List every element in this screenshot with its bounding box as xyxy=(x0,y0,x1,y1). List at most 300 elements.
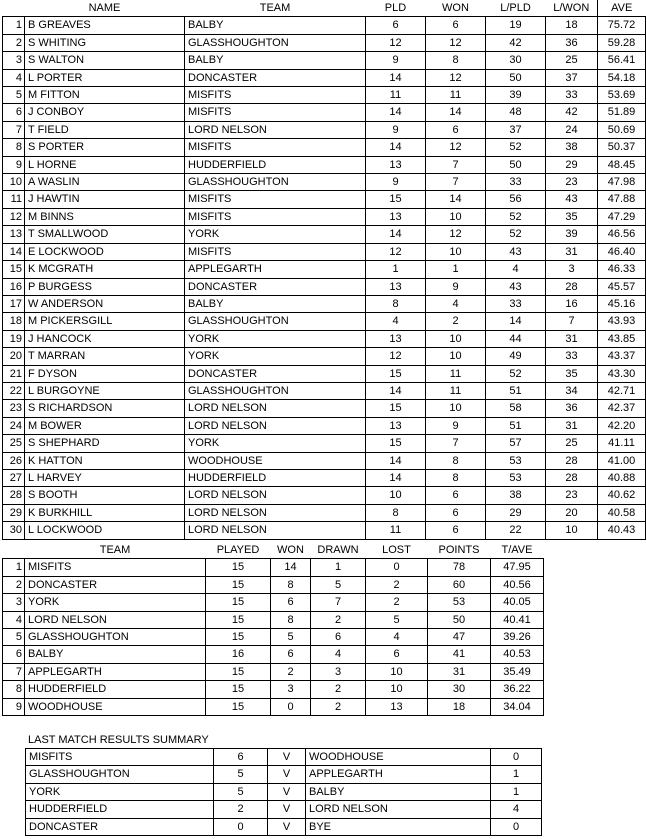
table-row xyxy=(3,156,646,173)
away-team-cell: APPLEGARTH xyxy=(306,766,491,783)
won-cell: 3 xyxy=(271,681,311,698)
team-name-cell: YORK xyxy=(25,594,206,611)
table-row xyxy=(3,417,646,434)
table-row xyxy=(3,469,646,486)
rank-cell: 7 xyxy=(3,121,25,138)
won-cell: 6 xyxy=(426,522,486,539)
played-cell: 15 xyxy=(206,611,271,628)
won-cell: 1 xyxy=(426,261,486,278)
team-name-cell: LORD NELSON xyxy=(185,522,366,539)
legs-won-cell: 39 xyxy=(546,226,598,243)
played-cell: 14 xyxy=(366,469,426,486)
points-cell: 30 xyxy=(428,681,491,698)
legs-won-cell: 3 xyxy=(546,261,598,278)
team-name-cell: DONCASTER xyxy=(185,365,366,382)
table-row xyxy=(3,87,646,104)
legs-won-cell: 36 xyxy=(546,34,598,51)
table-row xyxy=(3,681,544,698)
drawn-cell: 1 xyxy=(311,559,366,576)
played-cell: 13 xyxy=(366,330,426,347)
lost-cell: 0 xyxy=(366,559,428,576)
points-cell: 50 xyxy=(428,611,491,628)
rank-cell: 3 xyxy=(3,52,25,69)
points-cell: 41 xyxy=(428,646,491,663)
legs-played-cell: 29 xyxy=(486,504,546,521)
home-score-cell: 5 xyxy=(214,766,268,783)
played-cell: 10 xyxy=(366,487,426,504)
legs-played-cell: 43 xyxy=(486,243,546,260)
team-name-cell: HUDDERFIELD xyxy=(25,681,206,698)
table-row xyxy=(3,52,646,69)
home-score-cell: 6 xyxy=(214,749,268,766)
team-name-cell: YORK xyxy=(185,435,366,452)
played-cell: 8 xyxy=(366,504,426,521)
won-cell: 8 xyxy=(271,611,311,628)
table-row xyxy=(3,611,544,628)
rank-cell: 20 xyxy=(3,348,25,365)
table-row xyxy=(26,818,542,835)
legs-won-cell: 42 xyxy=(546,104,598,121)
legs-played-cell: 53 xyxy=(486,469,546,486)
rank-cell: 22 xyxy=(3,382,25,399)
played-cell: 15 xyxy=(206,698,271,715)
legs-won-cell: 23 xyxy=(546,174,598,191)
table-row xyxy=(26,801,542,818)
won-cell: 6 xyxy=(271,594,311,611)
away-score-cell: 0 xyxy=(491,818,542,835)
played-cell: 15 xyxy=(206,663,271,680)
won-cell: 6 xyxy=(426,17,486,34)
player-name-cell: S WHITING xyxy=(25,34,185,51)
away-team-cell: WOODHOUSE xyxy=(306,749,491,766)
won-cell: 4 xyxy=(426,295,486,312)
legs-won-cell: 28 xyxy=(546,469,598,486)
average-cell: 47.88 xyxy=(598,191,646,208)
team-name-cell: LORD NELSON xyxy=(185,417,366,434)
played-cell: 12 xyxy=(366,243,426,260)
away-team-cell: BYE xyxy=(306,818,491,835)
legs-won-cell: 31 xyxy=(546,243,598,260)
average-cell: 43.93 xyxy=(598,313,646,330)
won-cell: 11 xyxy=(426,382,486,399)
team-name-cell: YORK xyxy=(185,348,366,365)
won-cell: 6 xyxy=(426,487,486,504)
table-row xyxy=(3,69,646,86)
team-average-cell: 40.41 xyxy=(491,611,544,628)
drawn-cell: 5 xyxy=(311,576,366,593)
table-row xyxy=(26,783,542,800)
won-cell: 12 xyxy=(426,34,486,51)
played-cell: 4 xyxy=(366,313,426,330)
lost-cell: 4 xyxy=(366,629,428,646)
team-average-cell: 35.49 xyxy=(491,663,544,680)
column-header: PLAYED xyxy=(216,544,260,556)
team-name-cell: LORD NELSON xyxy=(185,121,366,138)
lost-cell: 5 xyxy=(366,611,428,628)
table-row xyxy=(3,435,646,452)
legs-played-cell: 53 xyxy=(486,452,546,469)
team-name-cell: BALBY xyxy=(185,295,366,312)
team-average-cell: 36.22 xyxy=(491,681,544,698)
legs-played-cell: 33 xyxy=(486,295,546,312)
rank-cell: 11 xyxy=(3,191,25,208)
player-name-cell: L PORTER xyxy=(25,69,185,86)
team-name-cell: YORK xyxy=(185,226,366,243)
player-name-cell: K HATTON xyxy=(25,452,185,469)
legs-won-cell: 20 xyxy=(546,504,598,521)
average-cell: 43.37 xyxy=(598,348,646,365)
won-cell: 5 xyxy=(271,629,311,646)
team-table-header-row xyxy=(3,542,544,559)
results-summary-title: LAST MATCH RESULTS SUMMARY xyxy=(28,734,209,746)
away-score-cell: 1 xyxy=(491,766,542,783)
last-match-results-table xyxy=(25,748,542,836)
won-cell: 14 xyxy=(426,191,486,208)
legs-played-cell: 38 xyxy=(486,487,546,504)
team-name-cell: BALBY xyxy=(185,52,366,69)
team-name-cell: YORK xyxy=(185,330,366,347)
player-name-cell: L HORNE xyxy=(25,156,185,173)
player-table-body xyxy=(3,17,646,539)
average-cell: 41.11 xyxy=(598,435,646,452)
played-cell: 12 xyxy=(366,348,426,365)
player-name-cell: L HARVEY xyxy=(25,469,185,486)
rank-cell: 28 xyxy=(3,487,25,504)
team-name-cell: WOODHOUSE xyxy=(25,698,206,715)
won-cell: 8 xyxy=(426,52,486,69)
average-cell: 47.29 xyxy=(598,208,646,225)
versus-cell: V xyxy=(268,749,306,766)
player-table-header-row xyxy=(3,0,646,17)
won-cell: 10 xyxy=(426,330,486,347)
rank-cell: 15 xyxy=(3,261,25,278)
average-cell: 43.85 xyxy=(598,330,646,347)
team-name-cell: LORD NELSON xyxy=(185,400,366,417)
legs-played-cell: 22 xyxy=(486,522,546,539)
rank-cell: 25 xyxy=(3,435,25,452)
played-cell: 12 xyxy=(366,34,426,51)
lost-cell: 10 xyxy=(366,663,428,680)
won-cell: 14 xyxy=(271,559,311,576)
won-cell: 9 xyxy=(426,417,486,434)
column-header: WON xyxy=(277,544,304,556)
table-row xyxy=(3,629,544,646)
average-cell: 53.69 xyxy=(598,87,646,104)
player-name-cell: M BOWER xyxy=(25,417,185,434)
average-cell: 50.37 xyxy=(598,139,646,156)
average-cell: 47.98 xyxy=(598,174,646,191)
legs-played-cell: 52 xyxy=(486,226,546,243)
table-row xyxy=(3,295,646,312)
won-cell: 8 xyxy=(426,452,486,469)
column-header: AVE xyxy=(598,0,646,17)
player-name-cell: P BURGESS xyxy=(25,278,185,295)
table-row xyxy=(3,365,646,382)
won-cell: 12 xyxy=(426,226,486,243)
legs-played-cell: 49 xyxy=(486,348,546,365)
played-cell: 15 xyxy=(366,435,426,452)
average-cell: 40.88 xyxy=(598,469,646,486)
legs-played-cell: 58 xyxy=(486,400,546,417)
away-team-cell: BALBY xyxy=(306,783,491,800)
home-team-cell: GLASSHOUGHTON xyxy=(26,766,214,783)
legs-won-cell: 31 xyxy=(546,330,598,347)
table-row xyxy=(3,594,544,611)
played-cell: 15 xyxy=(366,400,426,417)
played-cell: 15 xyxy=(366,365,426,382)
played-cell: 14 xyxy=(366,139,426,156)
team-average-cell: 47.95 xyxy=(491,559,544,576)
column-header: L/WON xyxy=(553,2,590,14)
rank-cell: 6 xyxy=(3,104,25,121)
versus-cell: V xyxy=(268,801,306,818)
average-cell: 43.30 xyxy=(598,365,646,382)
home-score-cell: 2 xyxy=(214,801,268,818)
average-cell: 56.41 xyxy=(598,52,646,69)
average-cell: 45.16 xyxy=(598,295,646,312)
team-name-cell: GLASSHOUGHTON xyxy=(185,313,366,330)
rank-cell: 8 xyxy=(3,681,25,698)
team-average-cell: 40.56 xyxy=(491,576,544,593)
player-name-cell: S PORTER xyxy=(25,139,185,156)
table-row xyxy=(3,208,646,225)
rank-cell: 4 xyxy=(3,69,25,86)
rank-cell: 24 xyxy=(3,417,25,434)
played-cell: 11 xyxy=(366,522,426,539)
rank-cell: 30 xyxy=(3,522,25,539)
legs-played-cell: 56 xyxy=(486,191,546,208)
table-row xyxy=(3,261,646,278)
table-row xyxy=(3,522,646,539)
team-name-cell: GLASSHOUGHTON xyxy=(185,174,366,191)
table-row xyxy=(3,243,646,260)
lost-cell: 2 xyxy=(366,594,428,611)
team-average-cell: 39.26 xyxy=(491,629,544,646)
rank-cell: 5 xyxy=(3,629,25,646)
legs-played-cell: 52 xyxy=(486,365,546,382)
rank-cell: 10 xyxy=(3,174,25,191)
drawn-cell: 2 xyxy=(311,698,366,715)
player-name-cell: B GREAVES xyxy=(25,17,185,34)
team-name-cell: DONCASTER xyxy=(25,576,206,593)
rank-cell: 2 xyxy=(3,34,25,51)
player-name-cell: K BURKHILL xyxy=(25,504,185,521)
legs-won-cell: 33 xyxy=(546,348,598,365)
legs-won-cell: 37 xyxy=(546,69,598,86)
rank-cell: 7 xyxy=(3,663,25,680)
header-spacer xyxy=(3,0,25,17)
column-header: L/PLD xyxy=(500,2,531,14)
legs-won-cell: 31 xyxy=(546,417,598,434)
team-name-cell: DONCASTER xyxy=(185,278,366,295)
team-name-cell: HUDDERFIELD xyxy=(185,469,366,486)
average-cell: 46.33 xyxy=(598,261,646,278)
team-name-cell: WOODHOUSE xyxy=(185,452,366,469)
table-row xyxy=(3,104,646,121)
team-name-cell: BALBY xyxy=(185,17,366,34)
drawn-cell: 6 xyxy=(311,629,366,646)
legs-played-cell: 44 xyxy=(486,330,546,347)
table-row xyxy=(3,226,646,243)
rank-cell: 3 xyxy=(3,594,25,611)
played-cell: 14 xyxy=(366,69,426,86)
legs-played-cell: 4 xyxy=(486,261,546,278)
player-name-cell: S RICHARDSON xyxy=(25,400,185,417)
column-header: POINTS xyxy=(438,544,480,556)
legs-played-cell: 37 xyxy=(486,121,546,138)
player-name-cell: T FIELD xyxy=(25,121,185,138)
table-row xyxy=(3,278,646,295)
table-row xyxy=(26,749,542,766)
column-header: TEAM xyxy=(99,544,131,556)
played-cell: 15 xyxy=(206,681,271,698)
table-row xyxy=(3,382,646,399)
drawn-cell: 7 xyxy=(311,594,366,611)
table-row xyxy=(3,34,646,51)
column-header: WON xyxy=(442,2,469,14)
legs-won-cell: 24 xyxy=(546,121,598,138)
legs-played-cell: 43 xyxy=(486,278,546,295)
rank-cell: 21 xyxy=(3,365,25,382)
played-cell: 9 xyxy=(366,52,426,69)
average-cell: 51.89 xyxy=(598,104,646,121)
played-cell: 15 xyxy=(206,594,271,611)
player-name-cell: M BINNS xyxy=(25,208,185,225)
won-cell: 7 xyxy=(426,174,486,191)
played-cell: 13 xyxy=(366,278,426,295)
column-header: LOST xyxy=(382,544,411,556)
drawn-cell: 2 xyxy=(311,681,366,698)
team-name-cell: BALBY xyxy=(25,646,206,663)
home-team-cell: MISFITS xyxy=(26,749,214,766)
player-name-cell: L BURGOYNE xyxy=(25,382,185,399)
won-cell: 2 xyxy=(271,663,311,680)
played-cell: 15 xyxy=(206,629,271,646)
won-cell: 10 xyxy=(426,208,486,225)
average-cell: 42.20 xyxy=(598,417,646,434)
rank-cell: 1 xyxy=(3,559,25,576)
average-cell: 75.72 xyxy=(598,17,646,34)
team-name-cell: APPLEGARTH xyxy=(185,261,366,278)
rank-cell: 17 xyxy=(3,295,25,312)
column-header: T/AVE xyxy=(501,544,533,556)
played-cell: 15 xyxy=(206,576,271,593)
table-row xyxy=(3,504,646,521)
table-row xyxy=(3,330,646,347)
won-cell: 8 xyxy=(271,576,311,593)
legs-won-cell: 10 xyxy=(546,522,598,539)
column-header: TEAM xyxy=(259,2,291,14)
player-name-cell: F DYSON xyxy=(25,365,185,382)
legs-played-cell: 39 xyxy=(486,87,546,104)
player-name-cell: T MARRAN xyxy=(25,348,185,365)
won-cell: 6 xyxy=(426,504,486,521)
versus-cell: V xyxy=(268,818,306,835)
table-row xyxy=(3,313,646,330)
lost-cell: 10 xyxy=(366,681,428,698)
won-cell: 9 xyxy=(426,278,486,295)
won-cell: 6 xyxy=(271,646,311,663)
column-header: NAME xyxy=(88,2,121,14)
won-cell: 7 xyxy=(426,435,486,452)
average-cell: 41.00 xyxy=(598,452,646,469)
played-cell: 14 xyxy=(366,104,426,121)
legs-played-cell: 33 xyxy=(486,174,546,191)
lost-cell: 13 xyxy=(366,698,428,715)
won-cell: 14 xyxy=(426,104,486,121)
rank-cell: 9 xyxy=(3,698,25,715)
home-team-cell: DONCASTER xyxy=(26,818,214,835)
team-name-cell: MISFITS xyxy=(185,243,366,260)
column-header: DRAWN xyxy=(317,544,359,556)
team-name-cell: GLASSHOUGHTON xyxy=(185,34,366,51)
played-cell: 13 xyxy=(366,156,426,173)
played-cell: 13 xyxy=(366,417,426,434)
points-cell: 18 xyxy=(428,698,491,715)
team-name-cell: MISFITS xyxy=(185,208,366,225)
legs-won-cell: 25 xyxy=(546,435,598,452)
played-cell: 9 xyxy=(366,121,426,138)
won-cell: 12 xyxy=(426,69,486,86)
played-cell: 15 xyxy=(366,191,426,208)
legs-played-cell: 50 xyxy=(486,156,546,173)
legs-won-cell: 18 xyxy=(546,17,598,34)
team-name-cell: MISFITS xyxy=(185,87,366,104)
team-name-cell: MISFITS xyxy=(25,559,206,576)
team-name-cell: APPLEGARTH xyxy=(25,663,206,680)
team-average-cell: 34.04 xyxy=(491,698,544,715)
team-name-cell: MISFITS xyxy=(185,139,366,156)
legs-played-cell: 14 xyxy=(486,313,546,330)
rank-cell: 13 xyxy=(3,226,25,243)
player-name-cell: S SHEPHARD xyxy=(25,435,185,452)
average-cell: 40.43 xyxy=(598,522,646,539)
table-row xyxy=(3,698,544,715)
rank-cell: 16 xyxy=(3,278,25,295)
team-average-cell: 40.05 xyxy=(491,594,544,611)
team-name-cell: GLASSHOUGHTON xyxy=(185,382,366,399)
team-name-cell: LORD NELSON xyxy=(185,504,366,521)
results-table-body xyxy=(26,749,542,836)
table-row xyxy=(3,663,544,680)
table-row xyxy=(3,559,544,576)
points-cell: 78 xyxy=(428,559,491,576)
won-cell: 10 xyxy=(426,348,486,365)
team-average-cell: 40.53 xyxy=(491,646,544,663)
table-row xyxy=(3,348,646,365)
rank-cell: 27 xyxy=(3,469,25,486)
legs-played-cell: 30 xyxy=(486,52,546,69)
rank-cell: 19 xyxy=(3,330,25,347)
home-score-cell: 5 xyxy=(214,783,268,800)
played-cell: 15 xyxy=(206,559,271,576)
legs-played-cell: 51 xyxy=(486,382,546,399)
table-row xyxy=(26,766,542,783)
won-cell: 11 xyxy=(426,87,486,104)
versus-cell: V xyxy=(268,783,306,800)
average-cell: 46.56 xyxy=(598,226,646,243)
played-cell: 11 xyxy=(366,87,426,104)
player-name-cell: M PICKERSGILL xyxy=(25,313,185,330)
won-cell: 10 xyxy=(426,243,486,260)
legs-played-cell: 52 xyxy=(486,139,546,156)
average-cell: 59.28 xyxy=(598,34,646,51)
played-cell: 1 xyxy=(366,261,426,278)
table-row xyxy=(3,17,646,34)
team-name-cell: LORD NELSON xyxy=(185,487,366,504)
versus-cell: V xyxy=(268,766,306,783)
legs-won-cell: 23 xyxy=(546,487,598,504)
